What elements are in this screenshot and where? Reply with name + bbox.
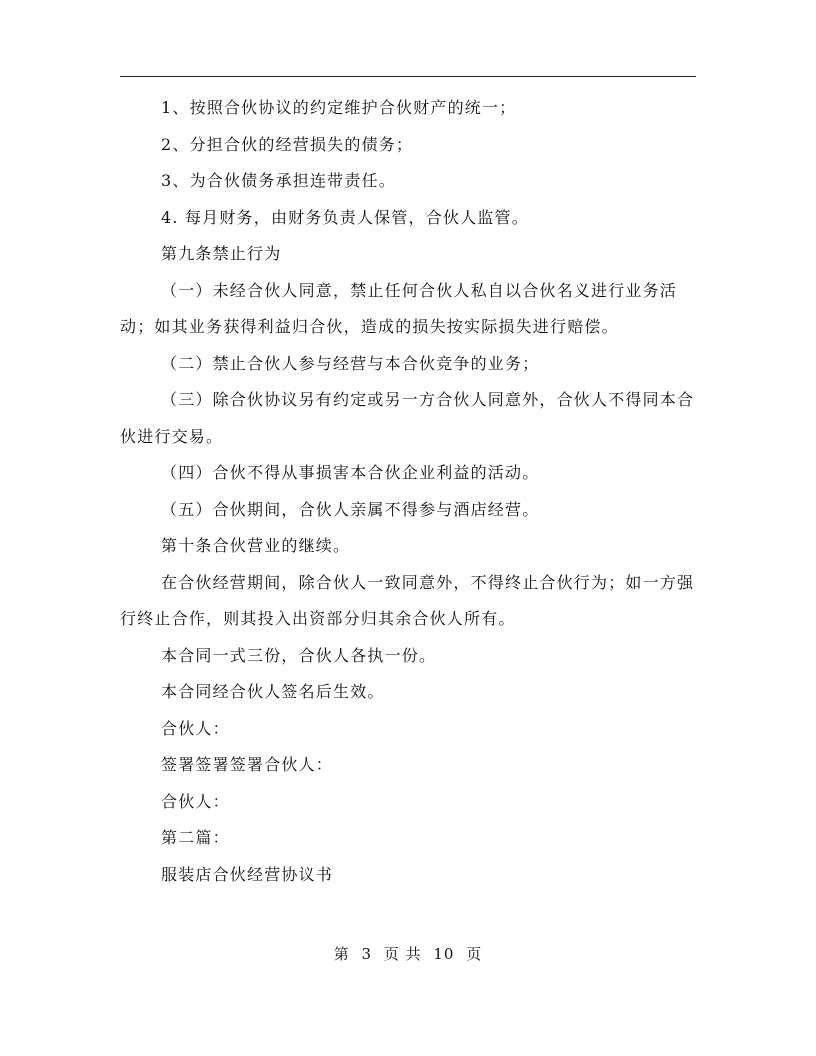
- footer-middle: 页 共: [383, 945, 422, 963]
- footer-suffix: 页: [466, 945, 483, 963]
- section-heading: 第九条禁止行为: [161, 244, 282, 263]
- paragraph: 1、按照合伙协议的约定维护合伙财产的统一；: [161, 98, 517, 117]
- header-rule: [120, 76, 696, 77]
- section-heading: 第十条合伙营业的继续。: [161, 536, 351, 555]
- page-footer: [0, 943, 816, 964]
- paragraph: 在合伙经营期间，除合伙人一致同意外，不得终止合伙行为；如一方强行终止合作，则其投入出资部分归其余合伙人所有。: [120, 572, 695, 628]
- paragraph: （二）禁止合伙人参与经营与本合伙竞争的业务；: [161, 353, 540, 373]
- document-title: 服装店合伙经营协议书: [161, 864, 334, 884]
- paragraph: 2、分担合伙的经营损失的债务；: [161, 134, 414, 154]
- paragraph: 3、为合伙债务承担连带责任。: [161, 171, 396, 190]
- paragraph: （五）合伙期间，合伙人亲属不得参与酒店经营。: [161, 499, 540, 519]
- total-page-number: 10: [433, 945, 455, 963]
- paragraph: 本合同经合伙人签名后生效。: [161, 682, 385, 701]
- footer-prefix: 第: [333, 945, 350, 963]
- signature-line: 合伙人：: [161, 791, 230, 811]
- paragraph: 4. 每月财务，由财务负责人保管，合伙人监管。: [161, 207, 529, 227]
- paragraph: （一）未经合伙人同意，禁止任何合伙人私自以合伙名义进行业务活动；如其业务获得利益归合伙，造成的损失按实际损失进行赔偿。: [120, 280, 678, 336]
- signature-line: 签署签署签署合伙人：: [161, 755, 334, 774]
- section-heading: 第二篇：: [161, 828, 230, 847]
- paragraph: （三）除合伙协议另有约定或另一方合伙人同意外，合伙人不得同本合伙进行交易。: [120, 390, 695, 446]
- current-page-number: 3: [361, 945, 373, 963]
- paragraph: 本合同一式三份，合伙人各执一份。: [161, 645, 437, 665]
- document-body: [120, 90, 696, 893]
- paragraph: （四）合伙不得从事损害本合伙企业利益的活动。: [161, 463, 540, 482]
- signature-line: 合伙人：: [161, 718, 230, 738]
